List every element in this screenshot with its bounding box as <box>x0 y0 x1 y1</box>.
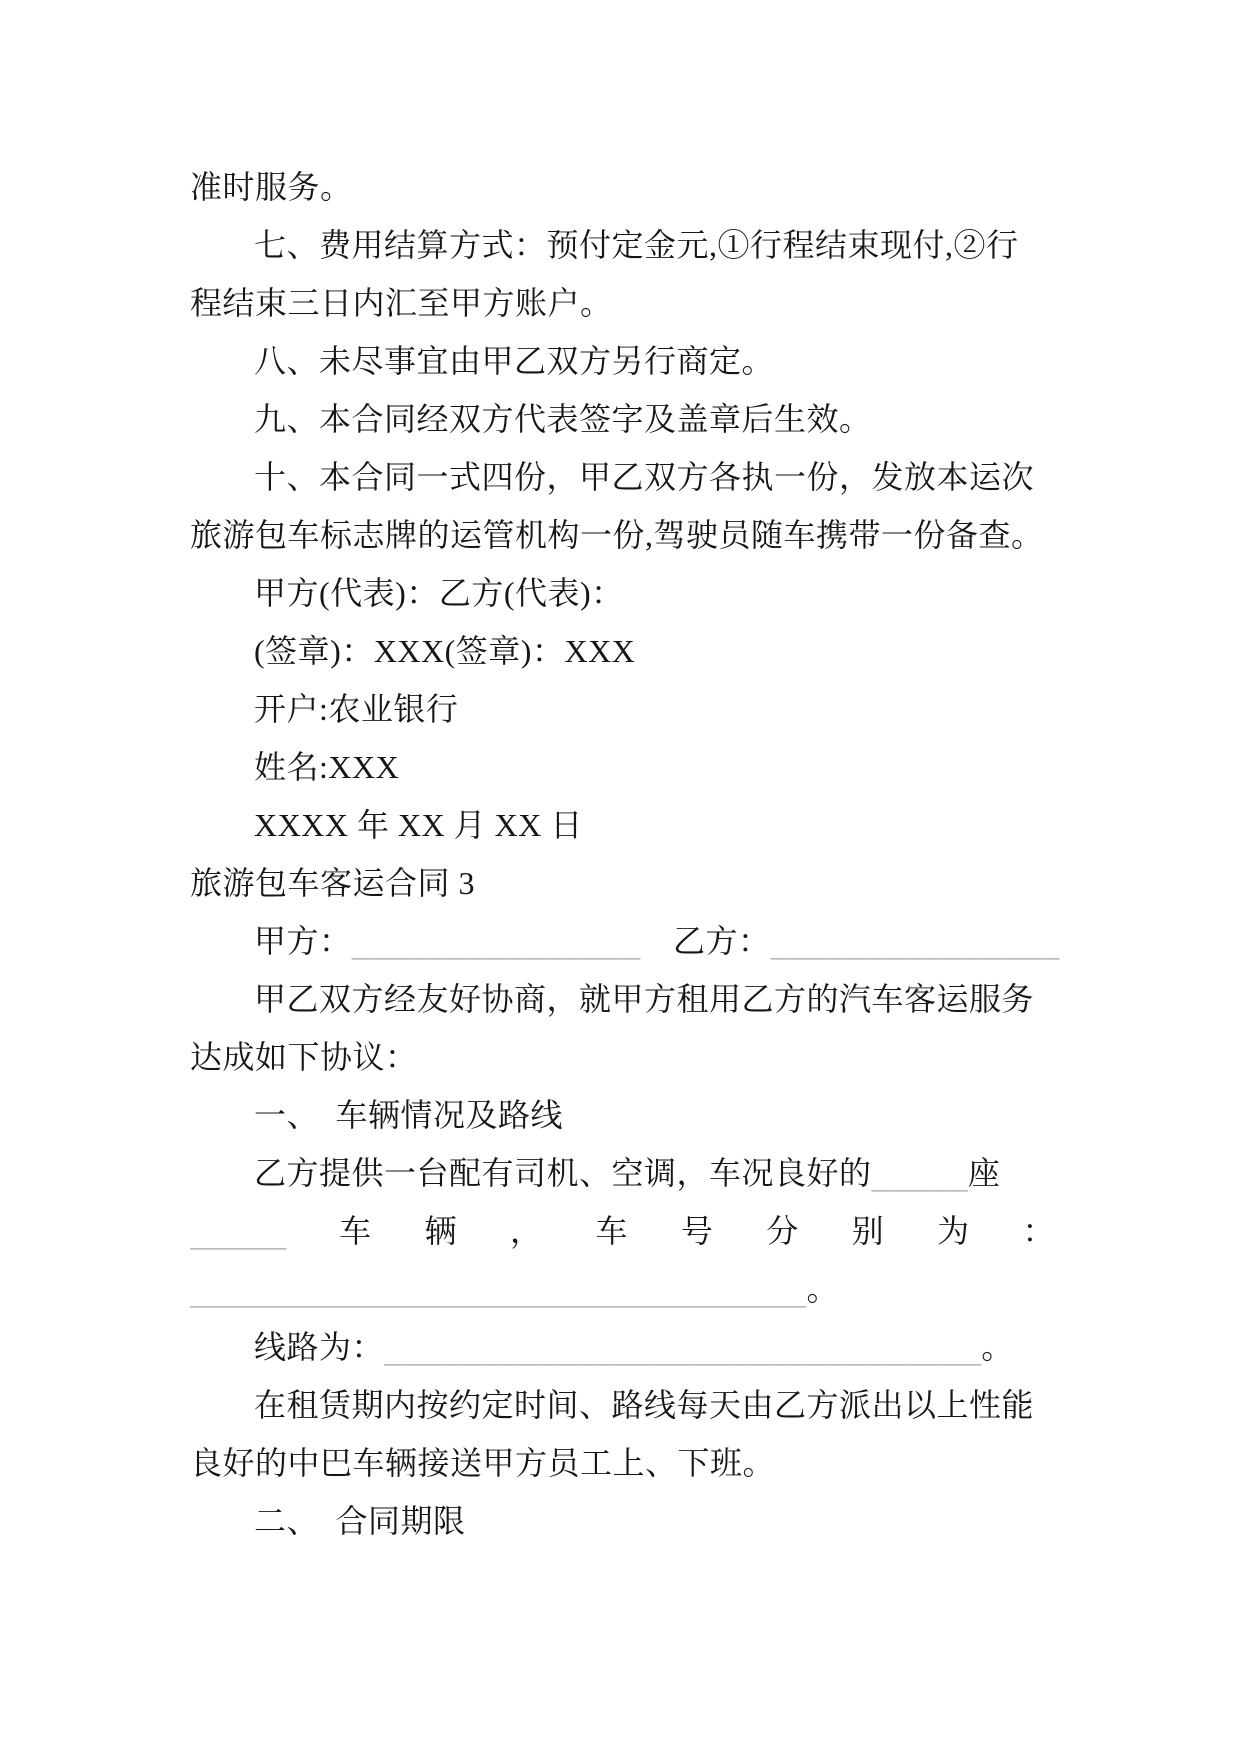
text-run: 线路为： <box>254 1329 385 1365</box>
vehicle-line-2 <box>190 1202 1055 1260</box>
vehicle-line-3 <box>190 1260 1055 1318</box>
text-run: 。 <box>806 1271 840 1307</box>
clause-10-line-1 <box>190 448 1055 506</box>
fill-in-blank: _______________ <box>351 922 641 960</box>
clause-8 <box>190 332 1055 390</box>
fill-in-blank: _______________ <box>770 922 1060 960</box>
text-run: 九、本合同经双方代表签字及盖章后生效。 <box>254 401 872 437</box>
text-run: (签章)：XXX(签章)：XXX <box>254 633 636 669</box>
sign-name-line <box>190 738 1055 796</box>
fill-in-blank: _____ <box>190 1212 287 1250</box>
text-run: 甲方： <box>254 923 352 959</box>
sign-date-line <box>190 796 1055 854</box>
text-run: 准时服务。 <box>190 169 353 205</box>
clause-10-line-2 <box>190 506 1055 564</box>
sign-seal-line <box>190 622 1055 680</box>
vehicle-line-1 <box>190 1144 1055 1202</box>
text-run: 旅游包车客运合同 3 <box>190 865 476 901</box>
text-run: 乙方： <box>640 923 771 959</box>
preamble-line-2 <box>190 1028 1055 1086</box>
clause-9 <box>190 390 1055 448</box>
text-run: ， <box>510 1213 543 1249</box>
text-run: 开户:农业银行 <box>254 691 459 727</box>
clause-7-line-2 <box>190 274 1055 332</box>
text-run: ： <box>1022 1213 1055 1249</box>
text-run: 车 <box>595 1213 628 1249</box>
lease-line-1 <box>190 1376 1055 1434</box>
text-run: 一、 车辆情况及路线 <box>254 1097 564 1133</box>
text-run: 甲方(代表)：乙方(代表)： <box>254 575 624 611</box>
section-1-heading <box>190 1086 1055 1144</box>
text-run: 分 <box>766 1213 799 1249</box>
fill-in-blank: _____ <box>871 1154 968 1192</box>
text-run: 程结束三日内汇至甲方账户。 <box>190 285 613 321</box>
text-run: 甲乙双方经友好协商，就甲方租用乙方的汽车客运服务 <box>254 981 1035 1017</box>
fill-in-blank: ________________________________ <box>190 1270 807 1308</box>
route-line <box>190 1318 1055 1376</box>
text-run: 车 <box>339 1213 372 1249</box>
para-service-tail <box>190 158 1055 216</box>
text-run: 良好的中巴车辆接送甲方员工上、下班。 <box>190 1445 776 1481</box>
text-run: 旅游包车标志牌的运管机构一份,驾驶员随车携带一份备查。 <box>190 517 1044 553</box>
text-run: 二、 合同期限 <box>254 1503 466 1539</box>
text-run: 号 <box>680 1213 714 1249</box>
text-run: 。 <box>981 1329 1014 1365</box>
party-blank-line <box>190 912 1060 970</box>
lease-line-2 <box>190 1434 1055 1492</box>
text-run: 乙方提供一台配有司机、空调，车况良好的 <box>254 1155 872 1191</box>
text-run: 十、本合同一式四份，甲乙双方各执一份，发放本运次 <box>254 459 1035 495</box>
preamble-line-1 <box>190 970 1055 1028</box>
sign-bank-line <box>190 680 1055 738</box>
text-run: 为 <box>937 1213 970 1249</box>
section-2-heading <box>190 1492 1055 1550</box>
text-run: 在租赁期内按约定时间、路线每天由乙方派出以上性能 <box>254 1387 1035 1423</box>
text-run: 八、未尽事宜由甲乙双方另行商定。 <box>254 343 775 379</box>
text-run: 座 <box>967 1155 1001 1191</box>
text-run: 别 <box>851 1213 885 1249</box>
text-run: 辆 <box>424 1213 458 1249</box>
contract-3-title <box>190 854 1055 912</box>
text-run: 达成如下协议： <box>190 1039 418 1075</box>
text-run: 七、费用结算方式：预付定金元,①行程结束现付,②行 <box>254 227 1019 263</box>
text-run: 姓名:XXX <box>254 749 400 785</box>
sign-party-labels <box>190 564 1055 622</box>
fill-in-blank: _______________________________ <box>384 1328 982 1366</box>
text-run: XXXX 年 XX 月 XX 日 <box>254 807 583 843</box>
clause-7-line-1 <box>190 216 1055 274</box>
